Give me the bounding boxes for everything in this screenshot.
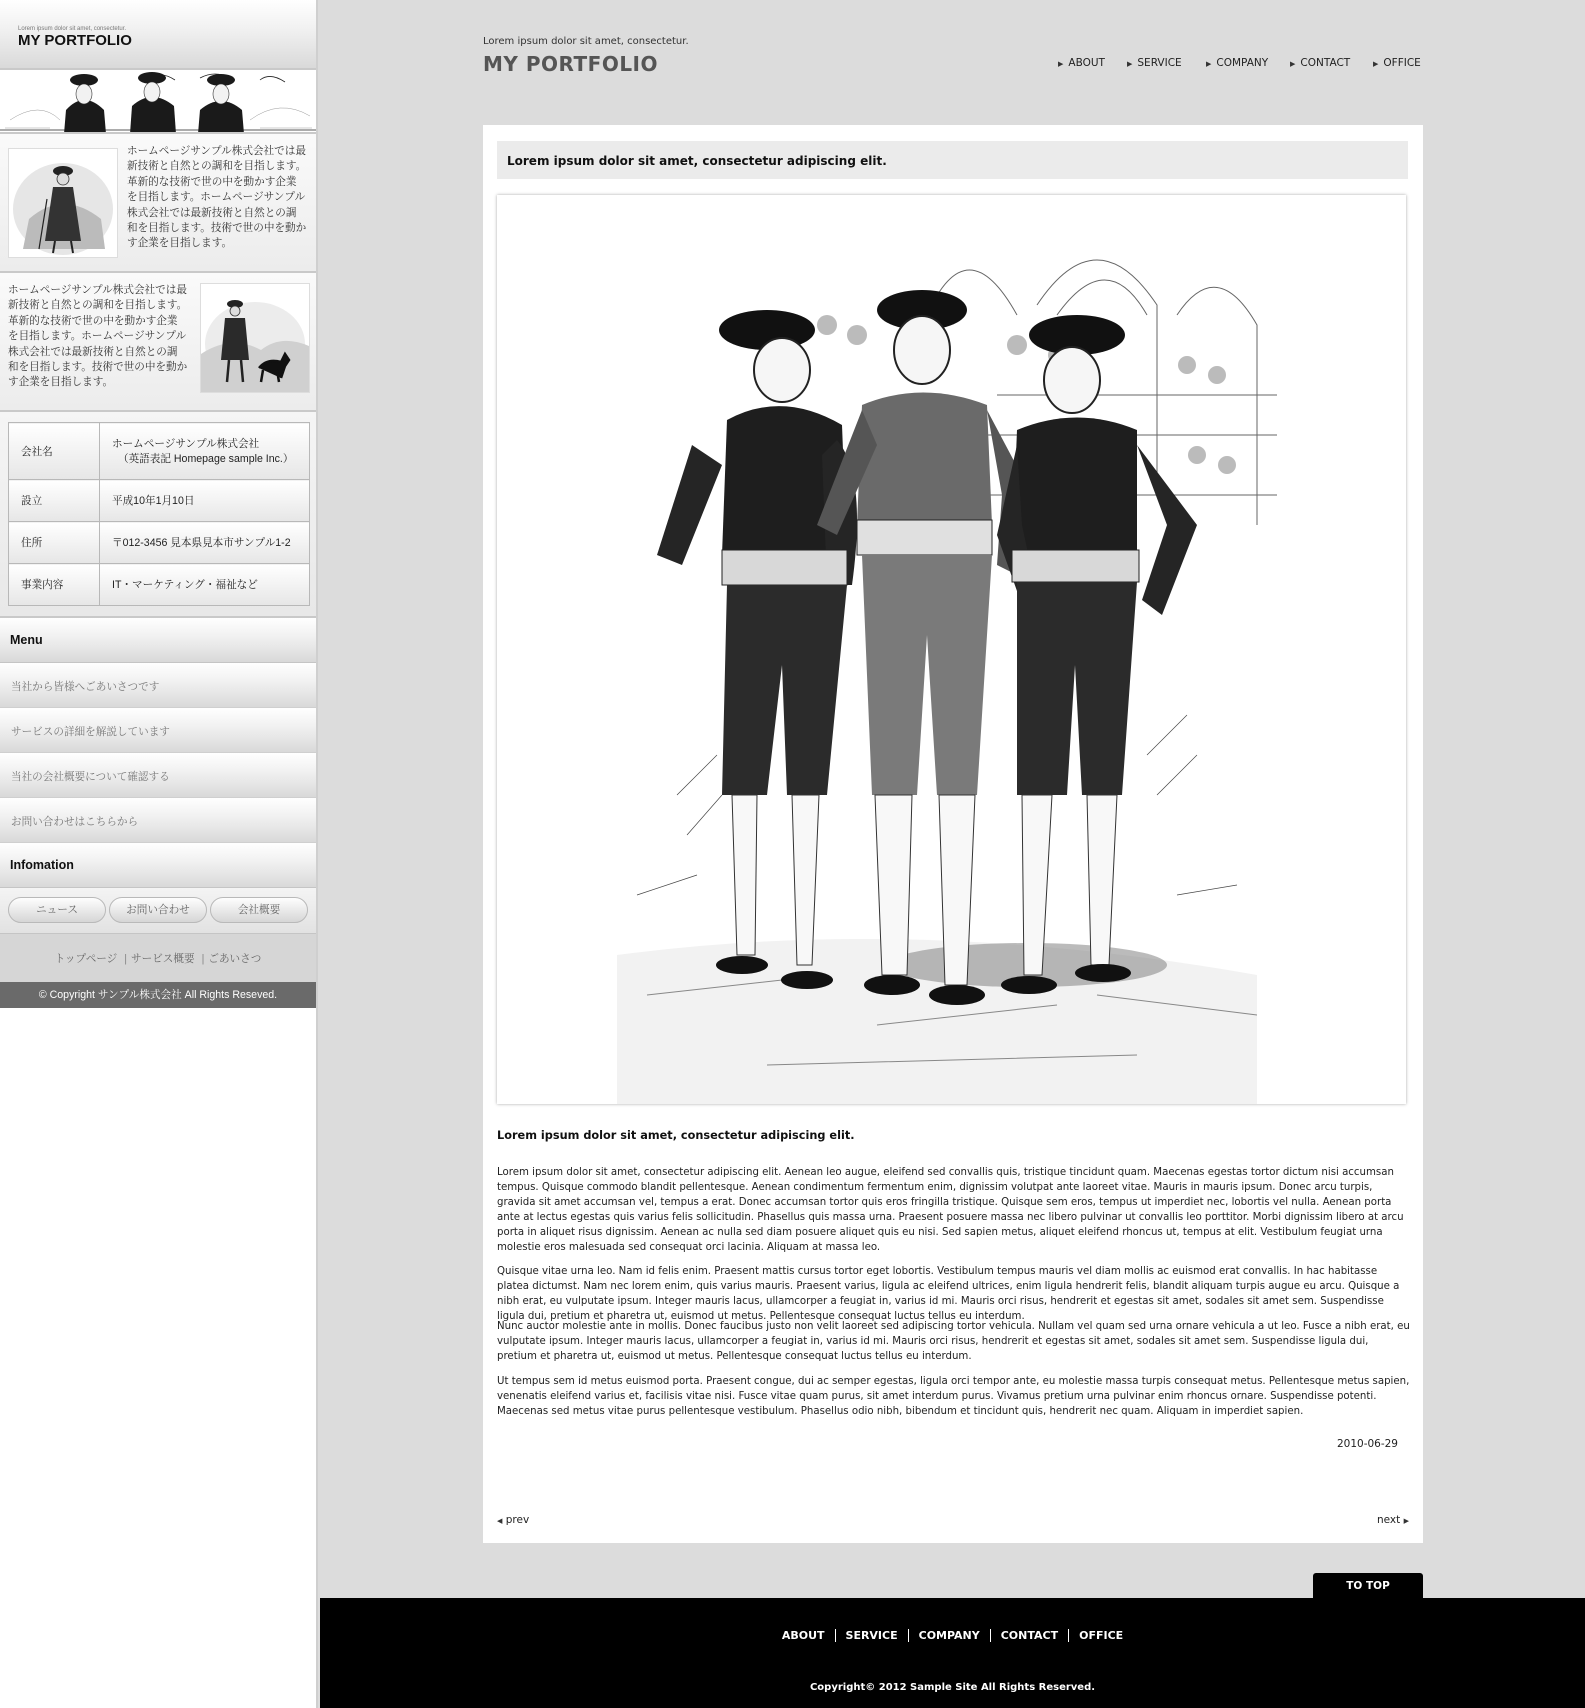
chevron-left-icon: ◀: [497, 1517, 503, 1525]
sidebar-banner-image: [0, 70, 316, 134]
table-row: [9, 480, 310, 522]
footer-nav-contact[interactable]: CONTACT: [990, 1629, 1068, 1642]
site-title[interactable]: MY PORTFOLIO: [483, 52, 659, 76]
footer-navigation: [320, 1629, 1585, 1642]
footer-nav-about[interactable]: ABOUT: [781, 1629, 825, 1642]
sidebar-header: [0, 0, 316, 70]
menu-item-contact[interactable]: お問い合わせはこちらから: [0, 798, 316, 843]
prev-label: prev: [505, 1514, 530, 1526]
prev-link[interactable]: [497, 1514, 529, 1526]
inquiry-button[interactable]: お問い合わせ: [109, 897, 207, 923]
chevron-right-icon: ▶: [1058, 60, 1064, 68]
sidebar-tagline: Lorem ipsum dolor sit amet, consectetur.: [18, 26, 127, 32]
table-value: 平成10年1月10日: [100, 480, 310, 522]
nav-label: OFFICE: [1383, 57, 1421, 69]
footer-nav-company[interactable]: COMPANY: [908, 1629, 990, 1642]
engraving-figure-image: [8, 148, 118, 258]
table-row: [9, 522, 310, 564]
chevron-right-icon: ▶: [1290, 60, 1296, 68]
sidebar-copyright: © Copyright サンプル株式会社 All Rights Reseved.: [0, 982, 316, 1008]
table-value-line: （英語表記 Homepage sample Inc.）: [118, 453, 294, 465]
article-paragraph: Lorem ipsum dolor sit amet, consectetur adipiscing elit. Aenean leo augue, eleifend sed convallis quis, tristique tincidunt quam. Maecenas egestas tortor dictum nisi accumsan tempus. Quisque commodo blandit pellentesque. Aenean condimentum fermentum enim, dignissim volutpat ante laoreet vitae. Mauris in mauris ipsum. Donec arcu turpis, gravida sit amet accumsan vel, tempus a erat. Donec accumsan tortor quis eros fringilla tristique. Quisque sem eros, tempus ut imperdiet nec, lobortis vel nulla. Aenean porta ante at lectus egestas quis varius felis sollicitudin. Phasellus quis massa urna. Praesent posuere massa nec libero pulvinar ut convallis leo porttitor. Morbi dignissim libero at arcu porta in aliquet risus dignissim. Aenean ac nulla sed diam posuere aliquet quis eu nisi. Sed sapien metus, aliquet eleifend rhoncus ut, tempus at elit. Vestibulum feugiat urna molestie eros malesuada sed consequat orci lacinia. Aliquam at massa leo.: [497, 1167, 1404, 1253]
nav-label: SERVICE: [1137, 57, 1182, 69]
nav-label: ABOUT: [1068, 57, 1105, 69]
chevron-right-icon: ▶: [1127, 60, 1133, 68]
table-value: 〒012-3456 見本県見本市サンプル1-2: [100, 522, 310, 564]
menu-item-greeting[interactable]: 当社から皆様へごあいさつです: [0, 663, 316, 708]
sidebar-intro-text: ホームページサンプル株式会社では最新技術と自然との調和を目指します。革新的な技術で世の中を動かす企業を目指します。ホームページサンプル株式会社では最新技術と自然との調和を目指します。技術で世の中を動かす企業を目指します。: [8, 284, 188, 389]
chevron-right-icon: ▶: [1206, 60, 1212, 68]
company-info-table: [8, 422, 310, 606]
chevron-right-icon: ▶: [1373, 60, 1379, 68]
header-tagline: Lorem ipsum dolor sit amet, consectetur.: [483, 36, 689, 47]
footer-copyright: Copyright© 2012 Sample Site All Rights Reserved.: [809, 1682, 1096, 1693]
footer-nav-office[interactable]: OFFICE: [1068, 1629, 1133, 1642]
nav-item-contact[interactable]: [1290, 57, 1350, 69]
article-subtitle: Lorem ipsum dolor sit amet, consectetur adipiscing elit.: [497, 1129, 855, 1142]
sidebar: [0, 0, 318, 1708]
sidebar-intro-1: [0, 134, 316, 273]
company-profile-button[interactable]: 会社概要: [210, 897, 308, 923]
table-key: 会社名: [9, 423, 100, 480]
menu-item-company[interactable]: 当社の会社概要について確認する: [0, 753, 316, 798]
article-paragraph: Quisque vitae urna leo. Nam id felis enim. Praesent mattis cursus tortor eget lobortis. Vestibulum tempus mauris vel diam mollis ac euismod erat convallis. In hac habitasse platea dictumst. Nam nec lorem enim, quis varius mauris. Praesent varius, ligula ac eleifend ultrices, enim ligula hendrerit felis, blandit aliquam turpis augue eu arcu. Quisque a nibh erat, eu vulputate ipsum. Integer mauris lacus, ullamcorper a feugiat in, varius id mi. Mauris orci risus, hendrerit et egestas sit amet, sodales sit amet sem. Suspendisse ligula dui, pretium et pharetra ut, euismod ut metus. Pellentesque consequat luctus tellus eu interdum.: [497, 1266, 1400, 1322]
sidebar-footer-links: トップページ | サービス概要 | ごあいさつ: [0, 934, 316, 982]
company-info-panel: [0, 412, 316, 618]
engraving-figure-dog-image: [200, 283, 310, 393]
bullfighters-engraving-image: [497, 195, 1406, 1104]
sidebar-intro-text: ホームページサンプル株式会社では最新技術と自然との調和を目指します。革新的な技術で世の中を動かす企業を目指します。ホームページサンプル株式会社では最新技術と自然との調和を目指します。技術で世の中を動かす企業を目指します。: [127, 145, 307, 250]
menu-item-service[interactable]: サービスの詳細を解説しています: [0, 708, 316, 753]
article-title: Lorem ipsum dolor sit amet, consectetur adipiscing elit.: [497, 141, 1408, 179]
article-date: 2010-06-29: [1336, 1438, 1398, 1450]
footer-link-service[interactable]: サービス概要: [131, 953, 195, 965]
table-value: IT・マーケティング・福祉など: [100, 564, 310, 606]
news-button[interactable]: ニュース: [8, 897, 106, 923]
article-card: [483, 125, 1423, 1543]
table-key: 住所: [9, 522, 100, 564]
nav-item-company[interactable]: [1206, 57, 1268, 69]
site-footer: [320, 1598, 1585, 1708]
nav-label: COMPANY: [1216, 57, 1269, 69]
next-link[interactable]: [1377, 1514, 1409, 1526]
to-top-button[interactable]: TO TOP: [1313, 1573, 1423, 1599]
footer-nav-service[interactable]: SERVICE: [835, 1629, 908, 1642]
chevron-right-icon: ▶: [1403, 1517, 1409, 1525]
article-paragraph: Ut tempus sem id metus euismod porta. Praesent congue, dui ac semper egestas, ligula orci tempor ante, eu molestie massa turpis consequat metus. Pellentesque metus sapien, venenatis eleifend varius et, facilisis vitae nisi. Fusce vitae quam purus, sit amet interdum purus. Vivamus pretium urna pulvinar enim rhoncus ornare. Suspendisse potenti. Maecenas sed metus vitae purus pellentesque vestibulum. Phasellus odio nibh, bibendum et tincidunt quis, hendrerit nec quam. Aliquam in imperdiet sapien.: [497, 1376, 1410, 1417]
info-buttons: [0, 888, 316, 934]
table-row: [9, 564, 310, 606]
table-value: [100, 423, 310, 480]
info-heading: Infomation: [0, 843, 316, 888]
table-key: 事業内容: [9, 564, 100, 606]
table-value-line: ホームページサンプル株式会社: [112, 438, 260, 450]
table-key: 設立: [9, 480, 100, 522]
nav-item-office[interactable]: [1373, 57, 1421, 69]
footer-link-greeting[interactable]: ごあいさつ: [208, 953, 262, 965]
article-paragraph: Nunc auctor molestie ante in mollis. Donec faucibus justo non velit laoreet sed adipiscing tortor vehicula. Nullam vel quam sed urna ornare vehicula a ut leo. Fusce a nibh erat, eu vulputate ipsum. Integer mauris lacus, ullamcorper a feugiat in, varius id mi. Mauris orci risus, hendrerit et egestas sit amet, sodales sit amet sem. Suspendisse ligula dui, pretium et pharetra ut, euismod ut metus. Pellentesque consequat luctus tellus eu interdum.: [497, 1321, 1410, 1362]
sidebar-intro-2: [0, 273, 316, 412]
nav-item-about[interactable]: [1058, 57, 1105, 69]
sidebar-site-title[interactable]: MY PORTFOLIO: [18, 32, 132, 49]
nav-item-service[interactable]: [1127, 57, 1182, 69]
next-label: next: [1377, 1514, 1401, 1526]
menu-heading: Menu: [0, 618, 316, 663]
nav-label: CONTACT: [1300, 57, 1351, 69]
footer-link-top[interactable]: トップページ: [54, 953, 118, 965]
table-row: [9, 423, 310, 480]
